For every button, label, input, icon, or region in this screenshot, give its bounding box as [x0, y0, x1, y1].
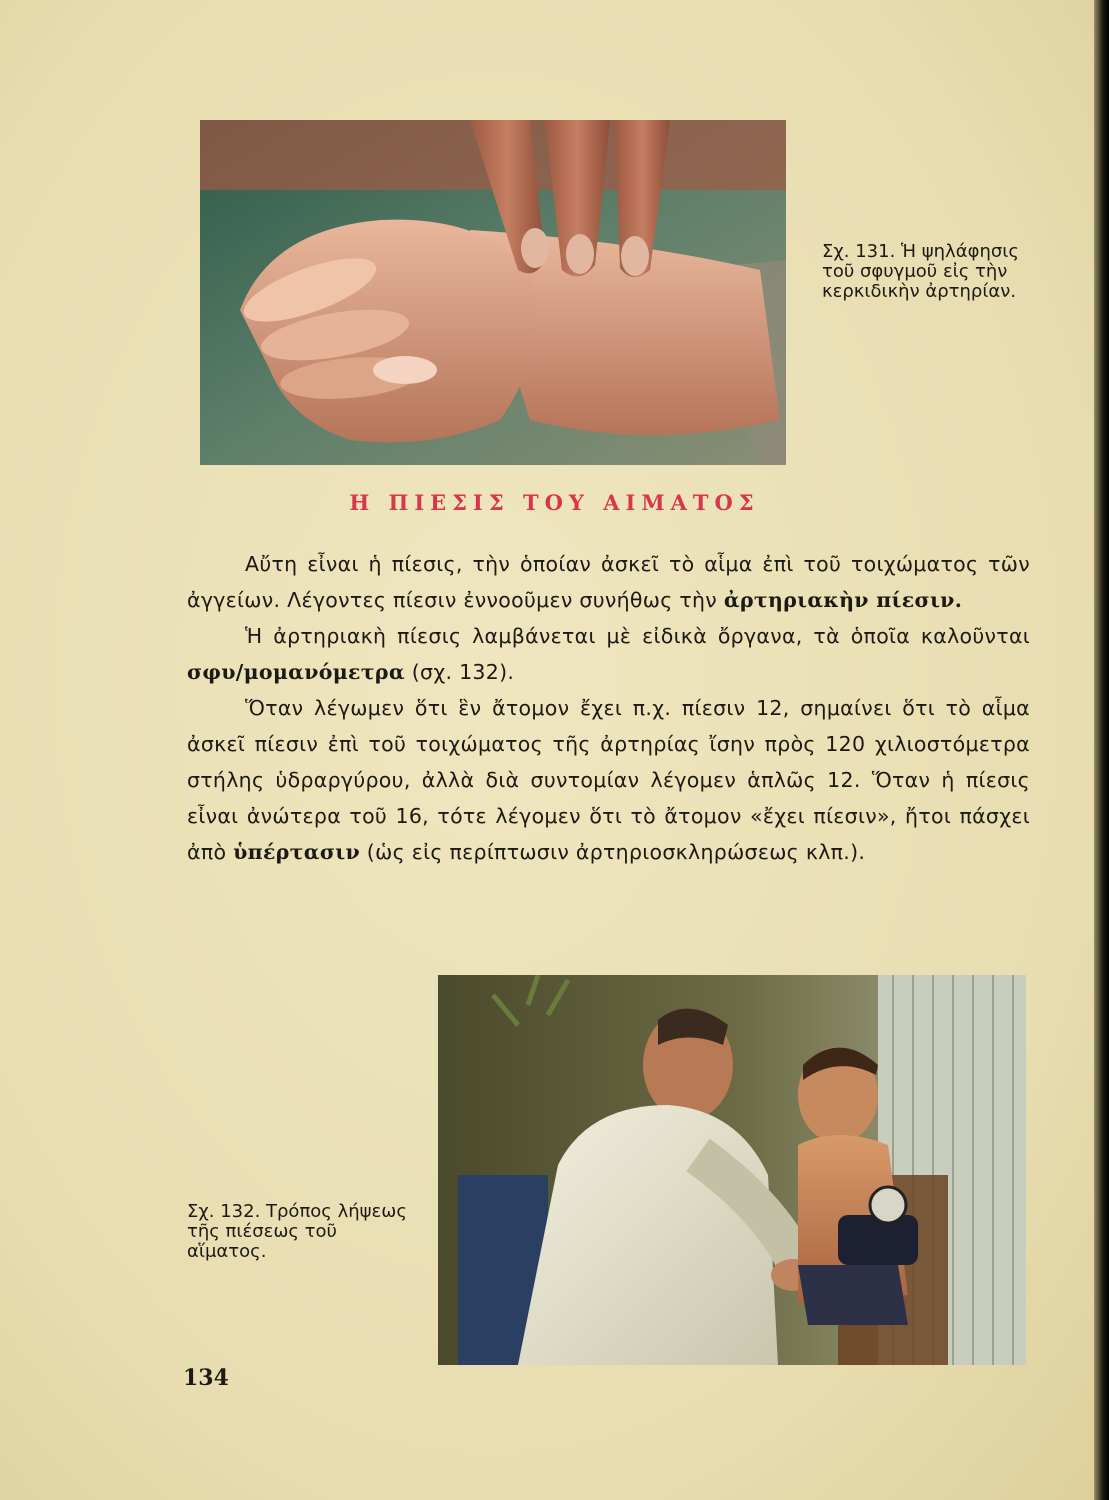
- doctor-blood-pressure-photo-icon: [438, 975, 1026, 1365]
- book-spine: [1094, 0, 1109, 1500]
- paragraph-2: [187, 618, 1030, 690]
- figure-131-photo: [200, 120, 786, 465]
- page-number: 134: [183, 1365, 229, 1391]
- paragraph-3-end: (ὡς εἰς περίπτωσιν ἀρτηριοσκληρώσεως κλπ.).: [359, 840, 866, 864]
- paragraph-2-text: Ἡ ἀρτηριακὴ πίεσις λαμβάνεται μὲ εἰδικὰ ὄργανα, τὰ ὁποῖα καλοῦνται: [245, 624, 1030, 648]
- figure-132-caption: Σχ. 132. Τρόπος λήψεως τῆς πιέσεως τοῦ αἵματος.: [187, 1201, 407, 1262]
- paragraph-2-bold: σφυ/μομανόμετρα: [187, 660, 405, 684]
- paragraph-1-text: Αὔτη εἶναι ἡ πίεσις, τὴν ὁποίαν ἀσκεῖ τὸ αἷμα ἐπὶ τοῦ τοιχώματος τῶν ἀγγείων. Λέγοντες πίεσιν ἐννοοῦμεν συνήθως τὴν: [187, 552, 1030, 612]
- figure-131-caption: Σχ. 131. Ἡ ψηλάφησις τοῦ σφυγμοῦ εἰς τὴν κερκιδικὴν ἀρτηρίαν.: [822, 241, 1019, 302]
- section-title: Η ΠΙΕΣΙΣ ΤΟΥ ΑΙΜΑΤΟΣ: [349, 490, 760, 515]
- body-text: [187, 546, 1030, 870]
- paragraph-1-bold: ἀρτηριακὴν πίεσιν.: [723, 588, 963, 612]
- paragraph-1: [187, 546, 1030, 618]
- paragraph-3: [187, 690, 1030, 870]
- paragraph-2-end: (σχ. 132).: [404, 660, 515, 684]
- hand-pulse-photo-icon: [200, 120, 786, 465]
- figure-132-photo: [438, 975, 1026, 1365]
- paragraph-3-bold: ὑπέρτασιν: [233, 840, 360, 864]
- paragraph-3-text: Ὅταν λέγωμεν ὅτι ἓν ἄτομον ἔχει π.χ. πίεσιν 12, σημαίνει ὅτι τὸ αἷμα ἀσκεῖ πίεσιν ἐπὶ τοῦ τοιχώματος τῆς ἀρτηρίας ἴσην πρὸς 120 χιλιοστόμετρα στήλης ὑδραργύρου, ἀλλὰ διὰ συντομίαν λέγομεν ἁπλῶς 12. Ὅταν ἡ πίεσις εἶναι ἀνώτερα τοῦ 16, τότε λέγομεν ὅτι τὸ ἄτομον «ἔχει πίεσιν», ἤτοι πάσχει ἀπὸ: [187, 696, 1030, 864]
